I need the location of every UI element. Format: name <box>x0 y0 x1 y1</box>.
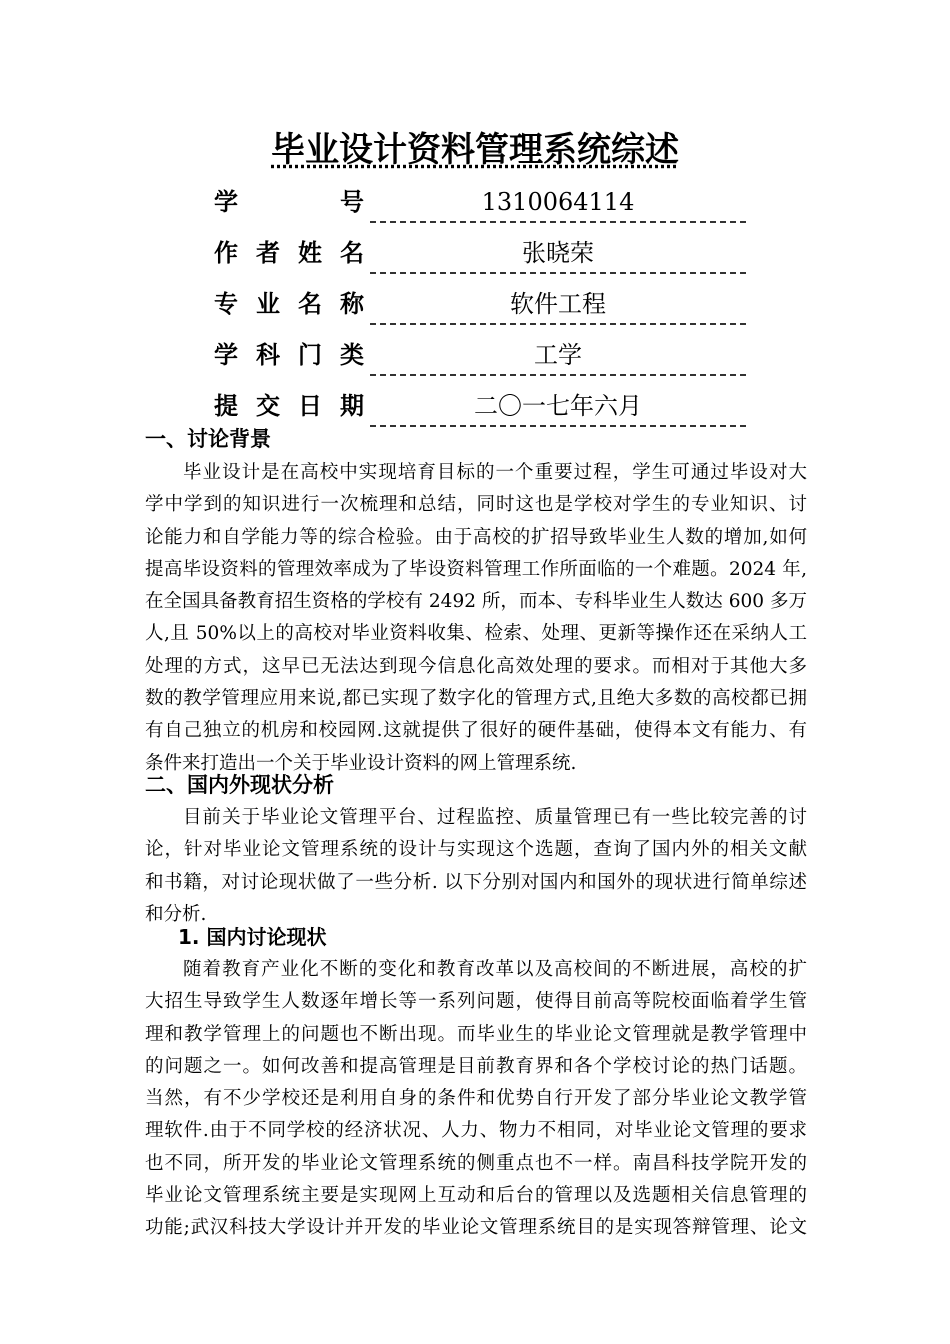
info-value: 1310064114 <box>481 188 635 216</box>
student-info-table <box>214 178 746 433</box>
text-line: 论，针对毕业论文管理系统的设计与实现这个选题，查询了国内外的相关文献 <box>145 839 807 861</box>
info-value: 二〇一七年六月 <box>474 392 642 420</box>
text-line: 提高毕设资料的管理效率成为了毕设资料管理工作所面临的一个难题。2024 年, <box>145 558 807 580</box>
text-line: 在全国具备教育招生资格的学校有 2492 所，而本、专科毕业生人数达 600 多万 <box>145 591 807 613</box>
text-line: 理软件.由于不同学校的经济状况、人力、物力不相同，对毕业论文管理的要求 <box>145 1120 807 1142</box>
text-line: 和分析. <box>145 903 207 925</box>
text-line: 毕业论文管理系统主要是实现网上互动和后台的管理以及选题相关信息管理的 <box>145 1185 807 1207</box>
info-row-author-name <box>214 229 746 280</box>
info-value: 张晓荣 <box>522 239 594 267</box>
info-label: 作 者 姓 名 <box>214 239 364 267</box>
paragraph-domestic <box>145 954 807 1245</box>
info-row-discipline <box>214 331 746 382</box>
text-line: 论能力和自学能力等的综合检验。由于高校的扩招导致毕业生人数的增加,如何 <box>145 526 807 548</box>
info-row-submit-date <box>214 382 746 433</box>
text-line: 也不同，所开发的毕业论文管理系统的侧重点也不一样。南昌科技学院开发的 <box>145 1152 807 1174</box>
underline <box>370 425 746 427</box>
text-line: 功能;武汉科技大学设计并开发的毕业论文管理系统目的是实现答辩管理、论文 <box>145 1217 807 1239</box>
text-line: 学中学到的知识进行一次梳理和总结，同时这也是学校对学生的专业知识、讨 <box>145 494 807 516</box>
info-value: 软件工程 <box>510 290 606 318</box>
info-row-major <box>214 280 746 331</box>
paragraph-background <box>145 457 807 780</box>
text-line: 的问题之一。如何改善和提高管理是目前教育界和各个学校讨论的热门话题。 <box>145 1055 807 1077</box>
info-label: 专 业 名 称 <box>214 290 364 318</box>
subsection-heading-domestic: 1. 国内讨论现状 <box>178 925 327 949</box>
text-line: 条件来打造出一个关于毕业设计资料的网上管理系统. <box>145 752 577 774</box>
underline <box>370 323 746 325</box>
document-title: 毕业设计资料管理系统综述 <box>271 130 679 170</box>
underline <box>370 272 746 274</box>
underline <box>370 374 746 376</box>
section-heading-background: 一、讨论背景 <box>145 427 271 451</box>
info-row-student-id <box>214 178 746 229</box>
info-label: 学 号 <box>214 188 364 216</box>
text-line: 和书籍，对讨论现状做了一些分析. 以下分别对国内和国外的现状进行简单综述 <box>145 871 807 893</box>
text-line: 目前关于毕业论文管理平台、过程监控、质量管理已有一些比较完善的讨 <box>183 807 807 828</box>
text-line: 处理的方式，这早已无法达到现今信息化高效处理的要求。而相对于其他大多 <box>145 655 807 677</box>
info-label: 提 交 日 期 <box>214 392 364 420</box>
text-line: 毕业设计是在高校中实现培育目标的一个重要过程，学生可通过毕设对大 <box>183 462 807 483</box>
text-line: 理和教学管理上的问题也不断出现。而毕业生的毕业论文管理就是教学管理中 <box>145 1023 807 1045</box>
text-line: 人,且 50%以上的高校对毕业资料收集、检索、处理、更新等操作还在采纳人工 <box>145 623 807 645</box>
text-line: 大招生导致学生人数逐年增长等一系列问题，使得目前高等院校面临着学生管 <box>145 991 807 1013</box>
text-line: 数的教学管理应用来说,都已实现了数字化的管理方式,且绝大多数的高校都已拥 <box>145 688 807 710</box>
text-line: 随着教育产业化不断的变化和教育改革以及高校间的不断进展，高校的扩 <box>183 959 807 980</box>
info-label: 学 科 门 类 <box>214 341 364 369</box>
text-line: 当然，有不少学校还是利用自身的条件和优势自行开发了部分毕业论文教学管 <box>145 1088 807 1110</box>
underline <box>370 221 746 223</box>
text-line: 有自己独立的机房和校园网.这就提供了很好的硬件基础，使得本文有能力、有 <box>145 720 807 742</box>
paragraph-status-analysis <box>145 802 807 931</box>
info-value: 工学 <box>534 341 582 369</box>
section-heading-status-analysis: 二、国内外现状分析 <box>145 773 334 797</box>
